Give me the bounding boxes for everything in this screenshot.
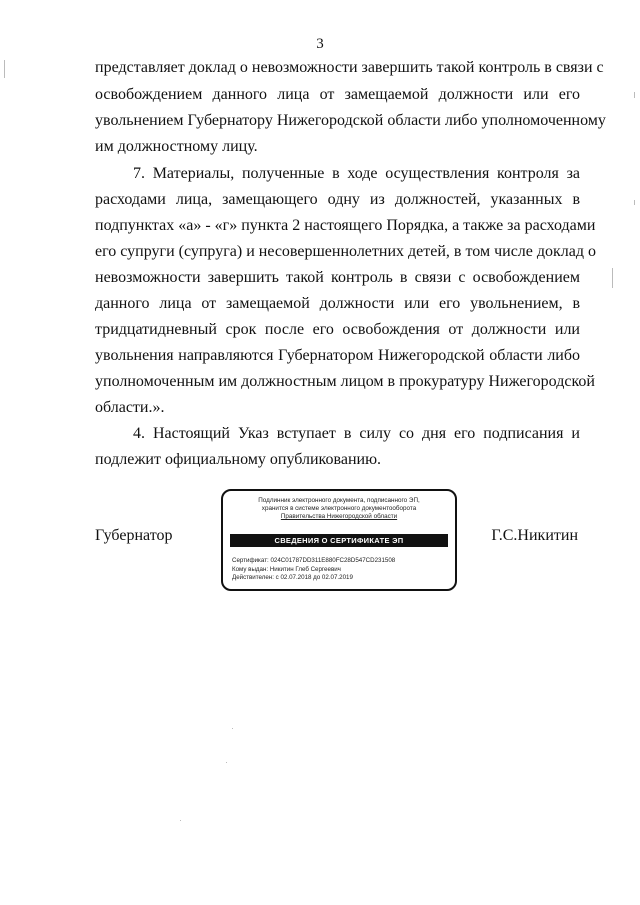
- scan-artifact: [4, 60, 5, 78]
- text-line: им должностному лицу.: [95, 138, 258, 155]
- text-line: области.».: [95, 399, 165, 416]
- text-line: тридцатидневный срок после его освобождения от должности или: [95, 321, 580, 338]
- text-line: освобождением данного лица от замещаемой должности или его: [95, 86, 580, 103]
- text-line: 7. Материалы, полученные в ходе осуществления контроля за: [133, 165, 580, 182]
- text-line: данного лица от замещаемой должности или его увольнением, в: [95, 295, 580, 312]
- stamp-certificate: Сертификат: 024C01787DD311E880FC28D547CD231508: [232, 557, 396, 564]
- scan-artifact: [232, 728, 233, 729]
- text-line: уполномоченным им должностным лицом в прокуратуру Нижегородской: [95, 373, 595, 390]
- stamp-info-line: Правительства Нижегородской области: [280, 513, 398, 520]
- stamp-validity: Действителен: с 02.07.2018 до 02.07.2019: [232, 574, 353, 581]
- scan-artifact: [634, 92, 635, 98]
- stamp-issued-to: Кому выдан: Никитин Глеб Сергеевич: [232, 565, 341, 573]
- text-line: увольнением Губернатору Нижегородской области либо уполномоченному: [95, 112, 606, 129]
- text-line: подлежит официальному опубликованию.: [95, 451, 382, 468]
- text-line: 4. Настоящий Указ вступает в силу со дня его подписания и: [133, 425, 580, 442]
- text-line: подпунктах «а» - «г» пункта 2 настоящего Порядка, а также за расходами: [95, 217, 596, 234]
- text-line: расходами лица, замещающего одну из должностей, указанных в: [95, 191, 580, 208]
- electronic-signature-stamp: [221, 489, 457, 591]
- signer-name: Г.С.Никитин: [491, 527, 578, 544]
- stamp-info: [223, 497, 455, 521]
- stamp-info-line: Подлинник электронного документа, подписанного ЭП,: [258, 497, 420, 504]
- stamp-info-line: хранится в системе электронного документооборота: [261, 505, 417, 512]
- text-line: представляет доклад о невозможности завершить такой контроль в связи с: [95, 59, 604, 76]
- signer-title: Губернатор: [95, 527, 173, 544]
- stamp-header: СВЕДЕНИЯ О СЕРТИФИКАТЕ ЭП: [230, 534, 448, 547]
- text-line: увольнения направляются Губернатором Нижегородской области либо: [95, 347, 580, 364]
- stamp-details: [232, 557, 395, 583]
- text-line: невозможности завершить такой контроль в связи с освобождением: [95, 269, 580, 286]
- text-line: его супруги (супруга) и несовершеннолетних детей, в том числе доклад о: [95, 243, 597, 260]
- scan-artifact: [612, 268, 613, 288]
- scan-artifact: [226, 762, 227, 763]
- scan-artifact: [180, 820, 181, 821]
- page-number: 3: [316, 36, 324, 52]
- scan-artifact: [634, 200, 635, 205]
